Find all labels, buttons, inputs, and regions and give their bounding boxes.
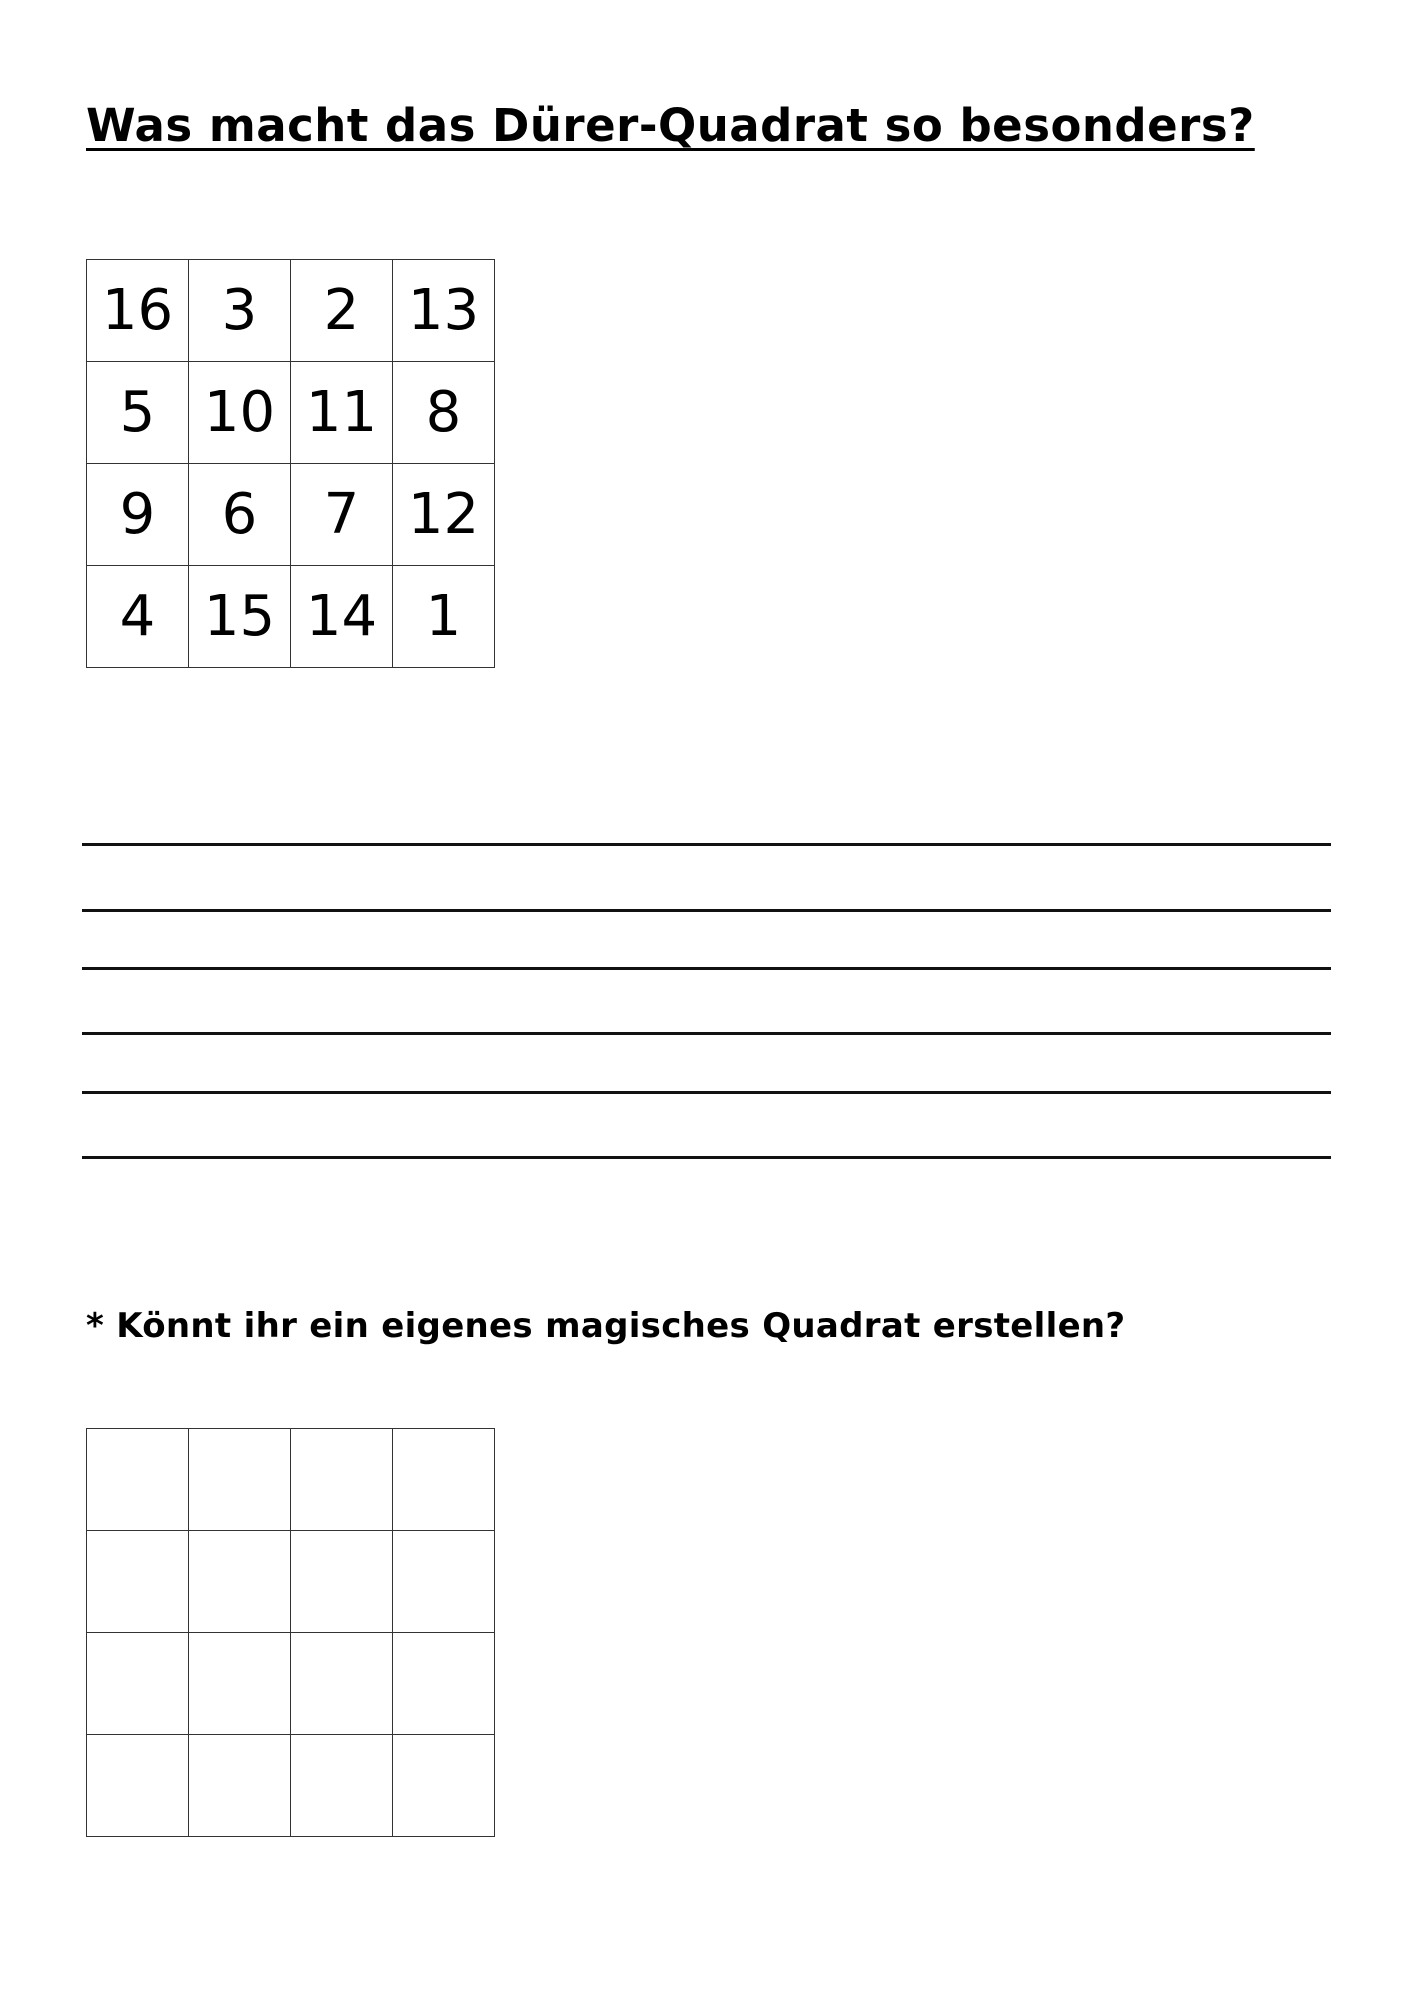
square-cell: 7 [291,464,393,566]
empty-cell[interactable] [291,1531,393,1633]
answer-line[interactable] [82,909,1331,912]
empty-cell[interactable] [393,1531,495,1633]
empty-cell[interactable] [189,1735,291,1837]
square-cell: 14 [291,566,393,668]
square-cell: 15 [189,566,291,668]
square-row [87,566,495,668]
square-cell: 8 [393,362,495,464]
square-row [87,464,495,566]
empty-cell[interactable] [393,1633,495,1735]
square-row [87,1429,495,1531]
square-row [87,362,495,464]
square-cell: 9 [87,464,189,566]
answer-line[interactable] [82,1156,1331,1159]
square-cell: 4 [87,566,189,668]
bonus-question: * Könnt ihr ein eigenes magisches Quadrat erstellen? [86,1306,1126,1346]
square-cell: 2 [291,260,393,362]
answer-line[interactable] [82,843,1331,846]
square-cell: 1 [393,566,495,668]
answer-line[interactable] [82,1032,1331,1035]
answer-line[interactable] [82,1091,1331,1094]
square-cell: 6 [189,464,291,566]
square-cell: 13 [393,260,495,362]
empty-cell[interactable] [291,1633,393,1735]
empty-cell[interactable] [393,1429,495,1531]
worksheet-title: Was macht das Dürer-Quadrat so besonders? [86,99,1255,152]
empty-cell[interactable] [393,1735,495,1837]
empty-cell[interactable] [291,1735,393,1837]
square-cell: 12 [393,464,495,566]
answer-line[interactable] [82,967,1331,970]
square-cell: 10 [189,362,291,464]
empty-cell[interactable] [87,1735,189,1837]
empty-cell[interactable] [87,1429,189,1531]
empty-cell[interactable] [189,1531,291,1633]
square-cell: 16 [87,260,189,362]
empty-magic-square [86,1428,495,1837]
empty-cell[interactable] [189,1429,291,1531]
square-row [87,1531,495,1633]
empty-cell[interactable] [189,1633,291,1735]
square-cell: 3 [189,260,291,362]
empty-cell[interactable] [87,1531,189,1633]
durer-magic-square [86,259,495,668]
square-row [87,1633,495,1735]
empty-cell[interactable] [291,1429,393,1531]
empty-cell[interactable] [87,1633,189,1735]
square-row [87,1735,495,1837]
square-row [87,260,495,362]
square-cell: 11 [291,362,393,464]
square-cell: 5 [87,362,189,464]
